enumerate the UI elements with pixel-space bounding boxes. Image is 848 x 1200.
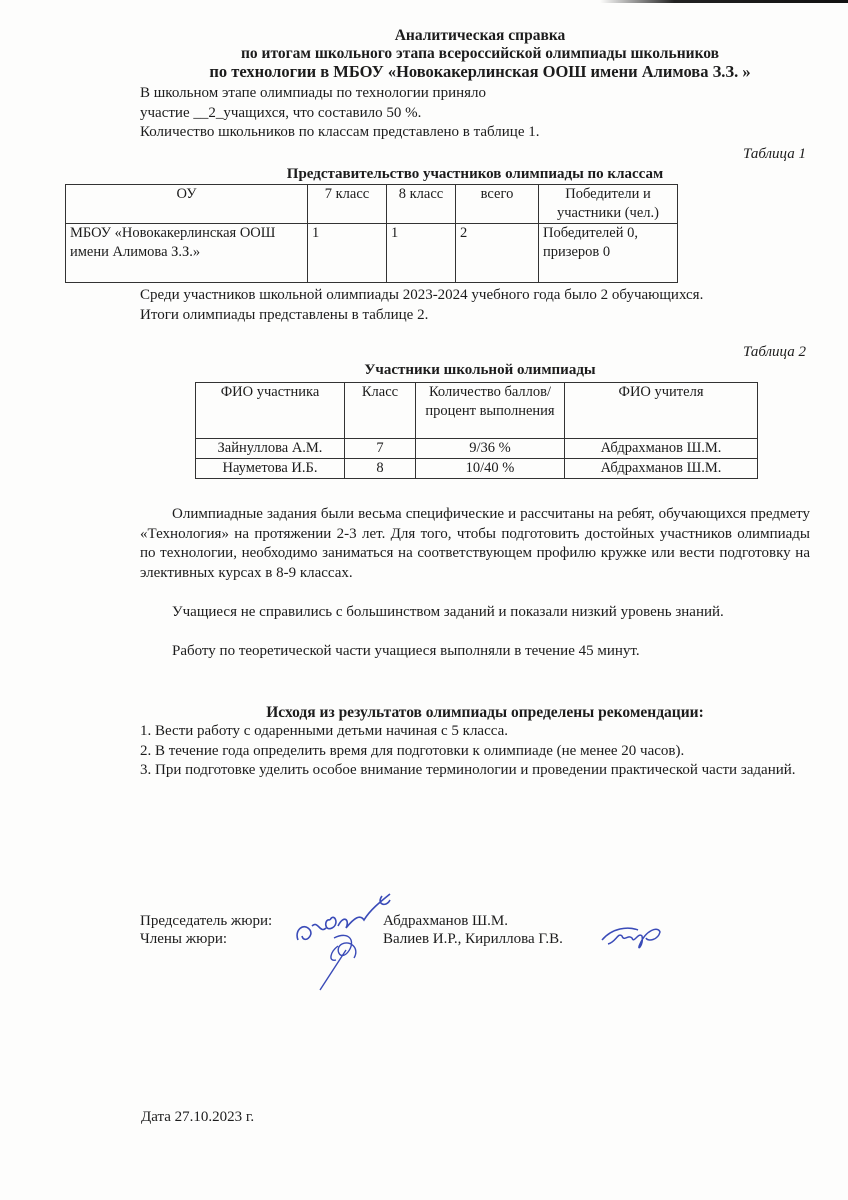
table1-title: Представительство участников олимпиады по классам: [286, 166, 664, 182]
jury-members-label: Члены жюри:: [140, 931, 228, 947]
jury-members-names: Валиев И.Р., Кириллова Г.В.: [383, 931, 563, 947]
table-cell: 7: [345, 439, 416, 459]
table-cell: 2: [456, 224, 539, 283]
table-cell: МБОУ «Новокакерлинская ООШ имени Алимова З.З.»: [66, 224, 308, 283]
list-item: 2. В течение года определить время для подготовки к олимпиаде (не менее 20 часов).: [140, 742, 685, 759]
analysis-paragraph-3: Работу по теоретической части учащиеся выполняли в течение 45 минут.: [172, 643, 640, 659]
table-cell: Абдрахманов Ш.М.: [565, 439, 758, 459]
member-signature-icon: [598, 920, 668, 956]
table1: [65, 184, 678, 283]
analysis-paragraph-1: Олимпиадные задания были весьма специфические и рассчитаны на ребят, обучающихся предмету «Технология» на протяжении 2-3 лет. Для того, чтобы подготовить достойных участников олимпиады по технологии, необходимо заниматься на соответствующем профилю кружке или вести подготовку на элективных курсах в 8-9 классах.: [140, 506, 810, 581]
column-header: ФИО учителя: [565, 383, 758, 439]
middle-text: [140, 286, 703, 325]
table-cell: 10/40 %: [416, 459, 565, 479]
table-cell: 9/36 %: [416, 439, 565, 459]
column-header: Количество баллов/процент выполнения: [416, 383, 565, 439]
table-cell: Победителей 0, призеров 0: [539, 224, 678, 283]
jury-chair-label: Председатель жюри:: [140, 913, 273, 929]
table-header-row: [66, 185, 678, 224]
document-title: [130, 27, 830, 81]
table-cell: Абдрахманов Ш.М.: [565, 459, 758, 479]
chair-signature-icon: [290, 890, 400, 1000]
list-item: 3. При подготовке уделить особое внимание терминологии и проведении практической части заданий.: [140, 762, 796, 778]
title-line-1: Аналитическая справка: [394, 27, 566, 44]
column-header: ФИО участника: [196, 383, 345, 439]
table-cell: 8: [345, 459, 416, 479]
recommendations-list: [140, 722, 800, 781]
scan-edge: [600, 0, 848, 3]
list-item: 1. Вести работу с одаренными детьми начиная с 5 класса.: [140, 723, 508, 739]
table-cell: Науметова И.Б.: [196, 459, 345, 479]
intro-line-3: Количество школьников по классам представлено в таблице 1.: [140, 124, 540, 140]
table2-caption: Таблица 2: [743, 344, 806, 360]
column-header: 7 класс: [308, 185, 387, 224]
table-row: [196, 439, 758, 459]
table-cell: Зайнуллова А.М.: [196, 439, 345, 459]
title-line-2: по итогам школьного этапа всероссийской олимпиады школьников: [240, 45, 720, 62]
column-header: Победители и участники (чел.): [539, 185, 678, 224]
table-row: [196, 459, 758, 479]
column-header: Класс: [345, 383, 416, 439]
middle-line-2: Итоги олимпиады представлены в таблице 2.: [140, 306, 429, 323]
intro-line-1: В школьном этапе олимпиады по технологии приняло: [140, 85, 487, 101]
table2-title: Участники школьной олимпиады: [364, 362, 596, 378]
intro-text: [140, 84, 539, 143]
table-cell: 1: [308, 224, 387, 283]
table-cell: 1: [387, 224, 456, 283]
jury-chair-name: Абдрахманов Ш.М.: [383, 913, 508, 929]
analysis-paragraph-2: Учащиеся не справились с большинством заданий и показали низкий уровень знаний.: [172, 604, 724, 620]
table-row: [66, 224, 678, 283]
table2: [195, 382, 758, 479]
intro-line-2: участие __2_учащихся, что составило 50 %.: [140, 104, 422, 121]
document-date: Дата 27.10.2023 г.: [141, 1109, 255, 1125]
column-header: 8 класс: [387, 185, 456, 224]
recommendations-heading: Исходя из результатов олимпиады определены рекомендации:: [266, 704, 704, 721]
middle-line-1: Среди участников школьной олимпиады 2023-2024 учебного года было 2 обучающихся.: [140, 287, 704, 303]
column-header: всего: [456, 185, 539, 224]
table-header-row: [196, 383, 758, 439]
title-line-3: по технологии в МБОУ «Новокакерлинская ООШ имени Алимова З.З. »: [209, 62, 751, 81]
table1-caption: Таблица 1: [743, 146, 806, 162]
column-header: ОУ: [66, 185, 308, 224]
